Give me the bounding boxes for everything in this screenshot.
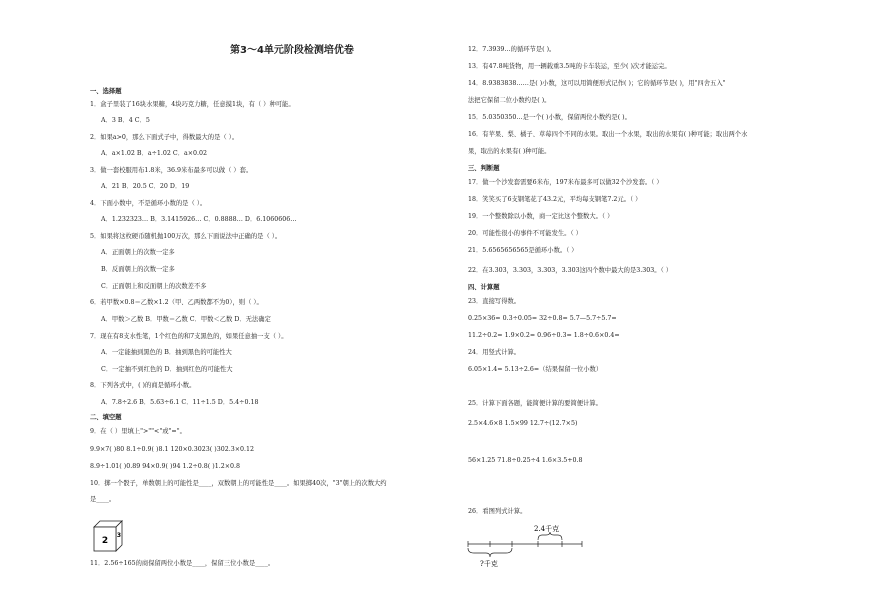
- comparison-row: 9.9×7( )80 8.1÷0.9( )8.1 120×0.3023( )302.3×0.12: [90, 446, 255, 453]
- answer-option: C．正面朝上和反面朝上的次数差不多: [101, 283, 207, 290]
- section-heading: 二、填空题: [90, 414, 122, 421]
- question-text: 法把它保留二位小数约是( )。: [468, 97, 551, 104]
- question-text: 25．计算下面各题，能简便计算的要简便计算。: [468, 400, 602, 407]
- question-text: 24．用竖式计算。: [468, 349, 521, 356]
- calc-row: 2.5×4.6×8 1.5×99 12.7÷(12.7×5): [468, 420, 578, 427]
- question-text: 10．掷一个骰子，单数朝上的可能性是____，双数朝上的可能性是____。如果掷40次，"3"朝上的次数大约: [90, 480, 387, 487]
- question-text: 2．如果a>0，那么下面式子中，得数最大的是（ ）。: [90, 134, 239, 141]
- dice-side-number: 3: [116, 532, 122, 539]
- question-text: 6．若甲数×0.8＝乙数×1.2（甲、乙两数都不为0），则（ ）。: [90, 299, 263, 306]
- diagram-top-label: 2.4千克: [534, 525, 560, 533]
- page-title: 第3～4单元阶段检测培优卷: [230, 45, 354, 56]
- question-text: 22．在3.303，3.303，3.303，3.303这四个数中最大的是3.303。（ ）: [468, 267, 673, 274]
- section-heading: 三、判断题: [468, 165, 500, 172]
- answer-options: C．一定抽不到红色的 D．抽到红色的可能性大: [101, 366, 233, 373]
- question-text: 果，取出的水果有( )种可能。: [468, 148, 551, 155]
- question-text: 20．可能性很小的事件不可能发生。（ ）: [468, 230, 582, 237]
- question-text: 26．看图列式计算。: [468, 508, 527, 515]
- question-text: 1．盒子里装了16块水果糖，4块巧克力糖，任意摸1块，有（ ）种可能。: [90, 101, 295, 108]
- answer-options: A．a×1.02 B．a÷1.02 C．a×0.02: [101, 150, 208, 157]
- calc-row: 56×1.25 71.8÷0.25÷4 1.6×3.5+0.8: [468, 457, 583, 464]
- answer-options: A．3 B．4 C．5: [101, 117, 150, 124]
- question-text: 9．在（ ）里填上">""<"或"="。: [90, 428, 186, 435]
- question-text: 3．做一套校服用布1.8米，36.9米布最多可以做（ ）套。: [90, 167, 253, 174]
- calc-row: 6.05×1.4= 5.13÷2.6=（结果保留一位小数）: [468, 366, 603, 373]
- mental-math-row: 11.2÷0.2= 1.9×0.2= 0.96÷0.3= 1.8÷0.6×0.4=: [468, 332, 620, 339]
- line-segment-diagram: [466, 522, 596, 572]
- question-text: 4．下面小数中，不是循环小数的是（ ）。: [90, 200, 207, 207]
- question-text: 19．一个整数除以小数，商一定比这个整数大。（ ）: [468, 213, 614, 220]
- mental-math-row: 0.25×36= 0.3÷0.05= 32÷0.8= 5.7—5.7÷5.7=: [468, 315, 617, 322]
- answer-options: A．甲数＞乙数 B．甲数＝乙数 C．甲数＜乙数 D．无法确定: [101, 316, 271, 323]
- section-heading: 一、选择题: [90, 88, 122, 95]
- question-text: 8．下列各式中，( )的商是循环小数。: [90, 382, 196, 389]
- question-text: 13．有47.8吨货物，用一辆载重3.5吨的卡车装运，至少( )次才能运完。: [468, 63, 671, 70]
- diagram-bottom-label: ?千克: [480, 560, 498, 568]
- dice-figure: [92, 519, 132, 553]
- answer-options: A．一定能抽到黑色的 B．抽到黑色的可能性大: [101, 349, 232, 356]
- section-heading: 四、计算题: [468, 284, 500, 291]
- answer-option: B．反面朝上的次数一定多: [101, 266, 175, 273]
- question-text: 14．8.9383838……是( )小数，这可以用简便形式记作( )；它的循环节是( )，用"四舍五入": [468, 80, 726, 87]
- question-text: 17．做一个沙发套需要6米布，197米布最多可以做32个沙发套。（ ）: [468, 179, 663, 186]
- question-text: 5．如果将这枚硬币随机抛100万次，那么下面说法中正确的是（ ）。: [90, 233, 282, 240]
- dice-front-number: 2: [101, 536, 109, 546]
- question-text: 16．有苹果、梨、橘子、草莓四个不同的水果。取出一个水果，取出的水果有( )种可能；取出两个水: [468, 131, 748, 138]
- question-text: 21．5.6565656565是循环小数。（ ）: [468, 247, 578, 254]
- answer-options: A．7.8÷2.6 B．5.63÷6.1 C．11÷1.5 D．5.4÷0.18: [101, 399, 259, 406]
- question-text: 23．直接写得数。: [468, 298, 521, 305]
- question-text: 12．7.3939…的循环节是( )。: [468, 46, 556, 53]
- question-text: 是____。: [90, 496, 116, 503]
- comparison-row: 8.9÷1.01( )0.89 94×0.9( )94 1.2÷0.8( )1.2×0.8: [90, 463, 241, 470]
- answer-options: A．21 B．20.5 C．20 D．19: [101, 183, 190, 190]
- question-text: 15．5.0350350…是一个( )小数，保留两位小数约是( )。: [468, 114, 631, 121]
- question-text: 18．笑笑买了6支钢笔花了43.2元，平均每支钢笔7.2元。（ ）: [468, 196, 642, 203]
- answer-options: A．1.232323… B．3.1415926… C．0.8888… D．6.1060606…: [101, 216, 297, 223]
- question-text: 11．2.56÷165的商保留两位小数是____，保留三位小数是____。: [90, 560, 275, 567]
- answer-option: A．正面朝上的次数一定多: [101, 249, 175, 256]
- question-text: 7．现在有8支水性笔，1个红色的和7支黑色的，如果任意抽一支（ ）。: [90, 333, 288, 340]
